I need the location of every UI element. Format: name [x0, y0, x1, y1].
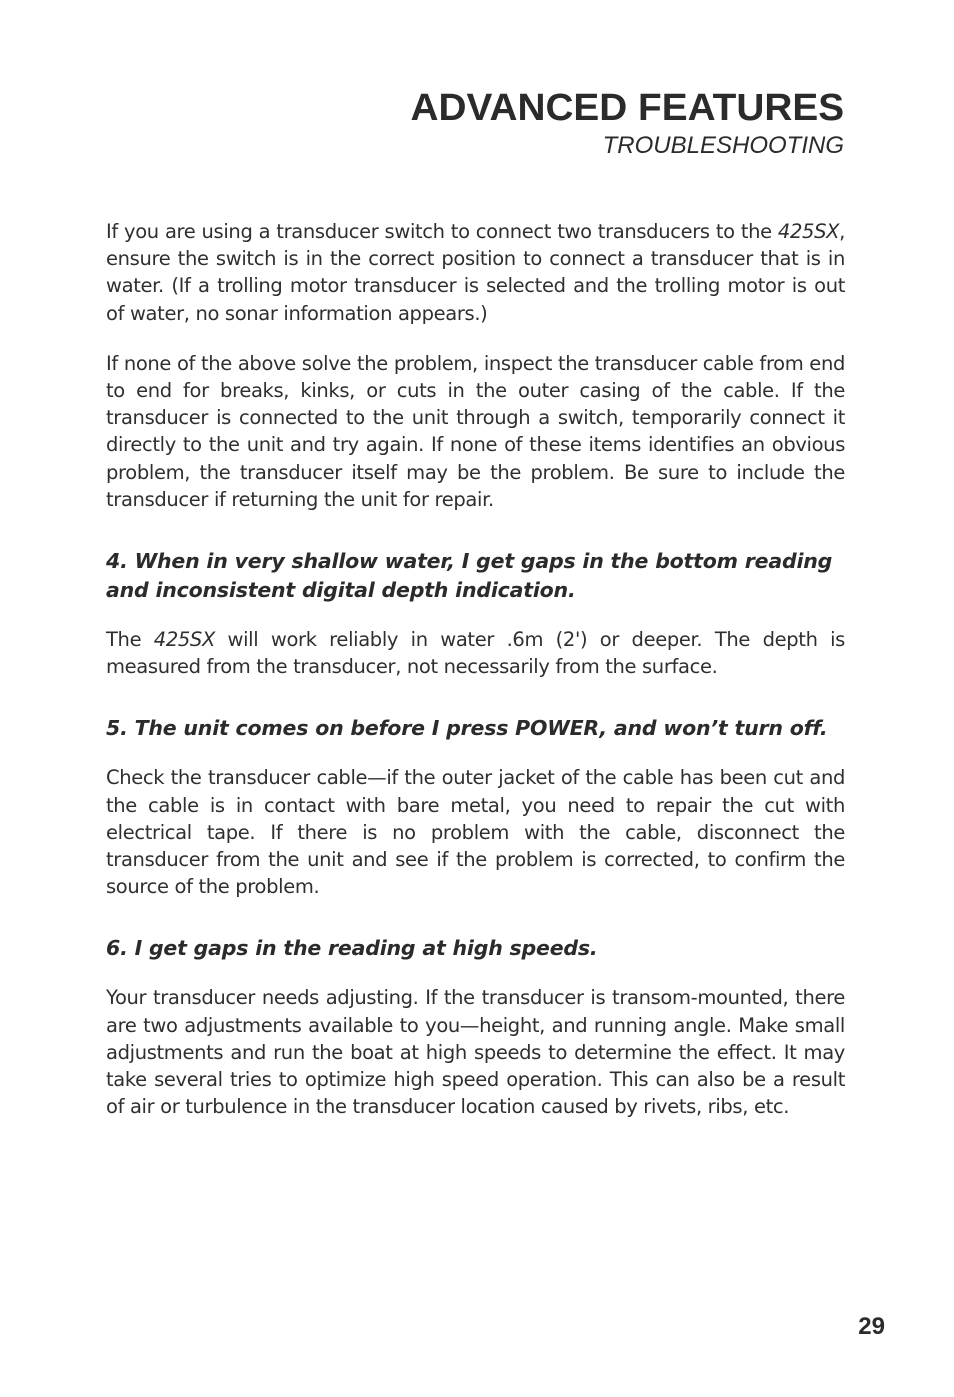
chapter-title: ADVANCED FEATURES	[410, 87, 844, 129]
paragraph-text: The	[106, 628, 154, 652]
question-4-heading: 4. When in very shallow water, I get gaps in the bottom reading and inconsistent digital depth indication.	[106, 549, 833, 603]
paragraph-inspect-cable: If none of the above solve the problem, inspect the transducer cable from end to end for breaks, kinks, or cuts in the outer casing of the cable. If the transducer is connected to the unit through a switch, temporarily connect it directly to the unit and try again. If none of these items identifies an obvious problem, the transducer itself may be the problem. Be sure to include the transducer if returning the unit for repair.	[106, 351, 845, 511]
model-name: 425SX	[153, 628, 215, 652]
answer-6-paragraph: Your transducer needs adjusting. If the transducer is transom-mounted, there are two adjustments available to you—height, and running angle. Make small adjustments and run the boat at high speeds to determine the effect. It may take several tries to optimize high speed operation. This can also be a result of air or turbulence in the transducer location caused by rivets, ribs, etc.	[106, 986, 845, 1119]
page-content	[106, 218, 845, 1120]
paragraph-text: If you are using a transducer switch to connect two transducers to the	[106, 220, 778, 243]
page-header	[410, 86, 844, 161]
section-subtitle: TROUBLESHOOTING	[602, 132, 844, 159]
answer-4-paragraph	[106, 626, 845, 680]
question-5-heading: 5. The unit comes on before I press POWER, and won’t turn off.	[106, 716, 828, 741]
answer-5-paragraph: Check the transducer cable—if the outer jacket of the cable has been cut and the cable is in contact with bare metal, you need to repair the cut with electrical tape. If there is no problem with the cable, disconnect the transducer from the unit and see if the problem is corrected, to confirm the source of the problem.	[106, 766, 845, 899]
paragraph-text: , ensure the switch is in the correct position to connect a transducer that is in water. (If a trolling motor transducer is selected and the trolling motor is out of water, no sonar information appears.)	[106, 220, 845, 325]
page-number: 29	[858, 1313, 885, 1340]
paragraph-text: will work reliably in water .6m (2') or deeper. The depth is measured from the transducer, not necessarily from the surface.	[106, 628, 845, 679]
question-6-heading: 6. I get gaps in the reading at high speeds.	[106, 936, 598, 961]
model-name: 425SX	[777, 220, 840, 243]
paragraph-transducer-switch	[106, 218, 845, 327]
